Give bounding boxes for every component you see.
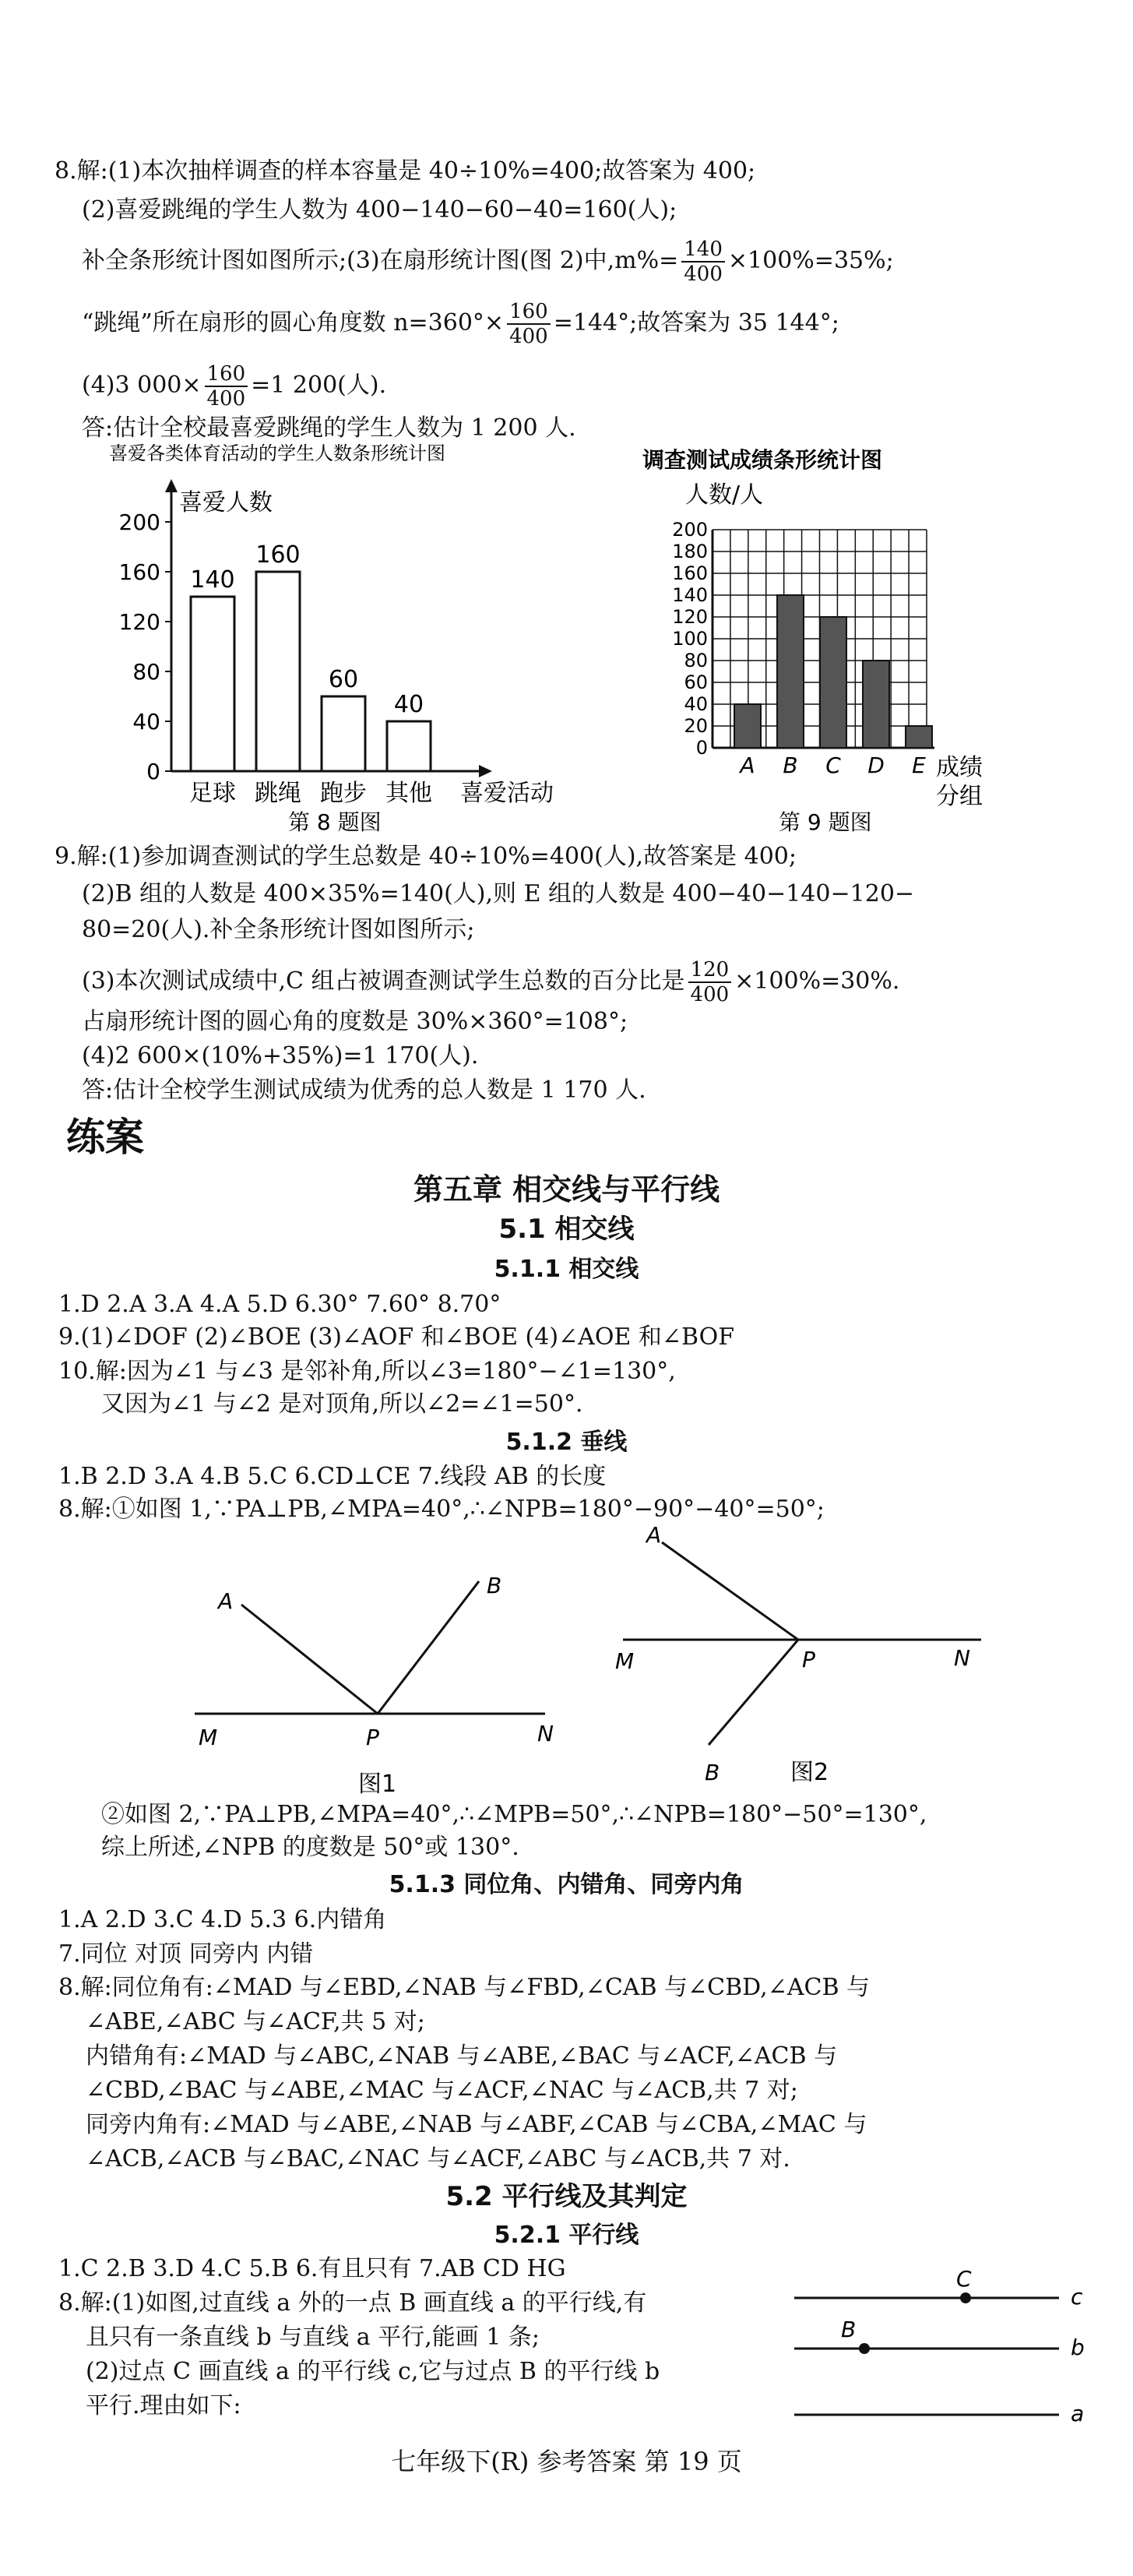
x-tick-label: E [912, 752, 926, 778]
bar [191, 597, 234, 771]
label-A: A [218, 1588, 234, 1614]
y-tick-label: 80 [132, 659, 160, 685]
x-tick-label: 跑步 [320, 780, 367, 807]
x-axis-label: 分组 [936, 783, 983, 810]
y-tick-label: 160 [118, 559, 160, 585]
bar [820, 617, 846, 748]
x-tick-label: D [867, 752, 885, 778]
s512-line-2: 8.解:①如图 1,∵PA⊥PB,∠MPA=40°,∴∠NPB=180°−90°−40°=50°; [58, 1496, 825, 1523]
s511-line-4: 又因为∠1 与∠2 是对顶角,所以∠2=∠1=50°. [101, 1390, 583, 1418]
s521-line-4: (2)过点 C 画直线 a 的平行线 c,它与过点 B 的平行线 b [86, 2358, 660, 2385]
q8-line-5: (4)3 000× $\frac{160}{400}$ =1 200(人). [82, 362, 387, 411]
x-tick-label: C [825, 752, 841, 778]
figure-2 [607, 1519, 1012, 1815]
label-N: N [537, 1721, 554, 1746]
y-tick-label: 160 [672, 562, 708, 584]
q9-line-2: (2)B 组的人数是 400×35%=140(人),则 E 组的人数是 400−40−140−120− [82, 880, 915, 907]
chart-caption: 第 8 题图 [288, 809, 382, 833]
s521-line-3: 且只有一条直线 b 与直线 a 平行,能画 1 条; [86, 2324, 540, 2351]
x-tick-label: 足球 [189, 780, 236, 807]
chart-title: 喜爱各类体育活动的学生人数条形统计图 [109, 444, 445, 464]
s512-line-3: ②如图 2,∵PA⊥PB,∠MPA=40°,∴∠MPB=50°,∴∠NPB=180°−50°=130°, [101, 1801, 927, 1828]
s511-line-3: 10.解:因为∠1 与∠3 是邻补角,所以∠3=180°−∠1=130°, [58, 1358, 676, 1385]
chart-caption: 第 9 题图 [779, 809, 872, 833]
q8-line-4: “跳绳”所在扇形的圆心角度数 n=360°× $\frac{160}{400}$ =144°;故答案为 35 144°; [82, 300, 839, 348]
s513-line-7: 同旁内角有:∠MAD 与∠ABE,∠NAB 与∠ABF,∠CAB 与∠CBA,∠MAC 与 [86, 2111, 867, 2138]
point-B [859, 2343, 870, 2354]
s513-line-5: 内错角有:∠MAD 与∠ABC,∠NAB 与∠ABE,∠BAC 与∠ACF,∠ACB 与 [86, 2042, 838, 2070]
s521-line-1: 1.C 2.B 3.D 4.C 5.B 6.有且只有 7.AB CD HG [58, 2255, 566, 2282]
q9-line-6: (4)2 600×(10%+35%)=1 170(人). [82, 1042, 479, 1070]
practice-title: 练案 [66, 1115, 144, 1160]
q9-line-7: 答:估计全校学生测试成绩为优秀的总人数是 1 170 人. [82, 1077, 646, 1104]
y-tick-label: 100 [672, 628, 708, 650]
bar-value-label: 40 [393, 691, 424, 718]
y-tick-label: 0 [695, 737, 708, 759]
q9-line-3: 80=20(人).补全条形统计图如图所示; [82, 916, 475, 943]
label-a: a [1071, 2401, 1085, 2426]
s521-line-2: 8.解:(1)如图,过直线 a 外的一点 B 画直线 a 的平行线,有 [58, 2289, 647, 2317]
label-B: B [487, 1573, 502, 1598]
x-axis-label: 成绩 [936, 754, 983, 781]
s511-line-1: 1.D 2.A 3.A 4.A 5.D 6.30° 7.60° 8.70° [58, 1291, 501, 1318]
y-tick-label: 40 [132, 709, 160, 735]
fraction: $\frac{160}{400}$ [507, 300, 551, 348]
q8-line-3: 补全条形统计图如图所示;(3)在扇形统计图(图 2)中,m%= $\frac{140}{400}$ ×100%=35%; [82, 238, 894, 286]
label-B: B [841, 2317, 857, 2342]
bar [322, 696, 365, 771]
y-tick-label: 120 [118, 609, 160, 635]
label-M: M [615, 1648, 635, 1674]
x-tick-label: A [740, 752, 755, 778]
x-tick-label: B [783, 752, 798, 778]
label-N: N [954, 1645, 970, 1671]
section-5-2-1: 5.2.1 平行线 [494, 2222, 639, 2249]
x-axis-label: 喜爱活动 [460, 780, 554, 807]
section-5-1-2: 5.1.2 垂线 [505, 1429, 628, 1456]
bar-value-label: 60 [328, 666, 359, 693]
bar-value-label: 140 [190, 566, 235, 594]
x-axis-arrow [479, 765, 492, 777]
chapter-title: 第五章 相交线与平行线 [413, 1172, 720, 1207]
section-5-1-3: 5.1.3 同位角、内错角、同旁内角 [389, 1871, 744, 1898]
bar [906, 726, 932, 748]
y-tick-label: 0 [146, 759, 160, 784]
point-C [960, 2292, 971, 2303]
bar [256, 572, 300, 771]
s512-line-1: 1.B 2.D 3.A 4.B 5.C 6.CD⊥CE 7.线段 AB 的长度 [58, 1463, 607, 1490]
y-axis-arrow [165, 479, 178, 492]
s513-line-6: ∠CBD,∠BAC 与∠ABE,∠MAC 与∠ACF,∠NAC 与∠ACB,共 7 对; [86, 2077, 798, 2104]
q9-line-1: 9.解:(1)参加调查测试的学生总数是 40÷10%=400(人),故答案是 400; [55, 843, 797, 870]
section-5-1-1: 5.1.1 相交线 [494, 1256, 639, 1283]
x-tick-label: 跳绳 [255, 780, 301, 807]
y-tick-label: 20 [684, 715, 708, 737]
q8-line-2: (2)喜爱跳绳的学生人数为 400−140−60−40=160(人); [82, 196, 677, 224]
chart-title: 调查测试成绩条形统计图 [642, 447, 883, 473]
y-axis-label: 喜爱人数 [179, 489, 273, 516]
y-tick-label: 80 [684, 650, 708, 671]
s513-line-4: ∠ABE,∠ABC 与∠ACF,共 5 对; [86, 2008, 425, 2035]
label-C: C [956, 2266, 972, 2292]
q8-line-6: 答:估计全校最喜爱跳绳的学生人数为 1 200 人. [82, 414, 576, 442]
y-tick-label: 200 [118, 509, 160, 535]
x-tick-label: 其他 [385, 780, 432, 807]
label-A: A [646, 1522, 662, 1548]
label-P: P [366, 1725, 379, 1750]
section-5-1: 5.1 相交线 [498, 1214, 635, 1245]
s513-line-3: 8.解:同位角有:∠MAD 与∠EBD,∠NAB 与∠FBD,∠CAB 与∠CBD,∠ACB 与 [58, 1974, 871, 2001]
chart-test-scores [639, 444, 1075, 833]
label-b: b [1071, 2335, 1085, 2360]
q9-line-5: 占扇形统计图的圆心角的度数是 30%×360°=108°; [82, 1008, 628, 1035]
figure-1-caption: 图1 [358, 1771, 397, 1798]
y-tick-label: 180 [672, 541, 708, 562]
q8-line-1: 8.解:(1)本次抽样调查的样本容量是 40÷10%=400;故答案为 400; [55, 157, 756, 185]
s511-line-2: 9.(1)∠DOF (2)∠BOE (3)∠AOF 和∠BOE (4)∠AOE 和∠BOF [58, 1323, 735, 1351]
bar [734, 704, 761, 748]
y-tick-label: 40 [684, 693, 708, 715]
s513-line-1: 1.A 2.D 3.C 4.D 5.3 6.内错角 [58, 1906, 387, 1933]
label-c: c [1071, 2284, 1083, 2310]
y-tick-label: 200 [672, 519, 708, 541]
fraction: $\frac{160}{400}$ [205, 362, 248, 411]
s512-line-4: 综上所述,∠NPB 的度数是 50°或 130°. [101, 1834, 519, 1861]
label-B: B [705, 1760, 720, 1785]
y-tick-label: 140 [672, 584, 708, 606]
s513-line-2: 7.同位 对顶 同旁内 内错 [58, 1940, 314, 1968]
page-footer: 七年级下(R) 参考答案 第 19 页 [391, 2447, 742, 2476]
bar-value-label: 160 [255, 541, 301, 569]
q9-line-4: (3)本次测试成绩中,C 组占被调查测试学生总数的百分比是 $\frac{120}{400}$ ×100%=30%. [82, 958, 900, 1006]
figure-1 [179, 1558, 584, 1823]
bar [863, 661, 889, 748]
bar [387, 721, 431, 771]
y-tick-label: 60 [684, 671, 708, 693]
y-tick-label: 120 [672, 606, 708, 628]
label-P: P [802, 1647, 815, 1672]
bar [777, 595, 804, 748]
y-axis-label: 人数/人 [685, 481, 764, 509]
section-5-2: 5.2 平行线及其判定 [445, 2181, 688, 2212]
label-M: M [199, 1725, 218, 1750]
fraction: $\frac{120}{400}$ [688, 958, 732, 1006]
figure-parallel-lines [779, 2259, 1106, 2438]
chart-favorite-sports [101, 444, 600, 833]
fraction: $\frac{140}{400}$ [681, 238, 725, 286]
s521-line-5: 平行.理由如下: [86, 2392, 241, 2419]
s513-line-8: ∠ACB,∠ACB 与∠BAC,∠NAC 与∠ACF,∠ABC 与∠ACB,共 7 对. [86, 2145, 790, 2173]
figure-2-caption: 图2 [790, 1759, 829, 1786]
